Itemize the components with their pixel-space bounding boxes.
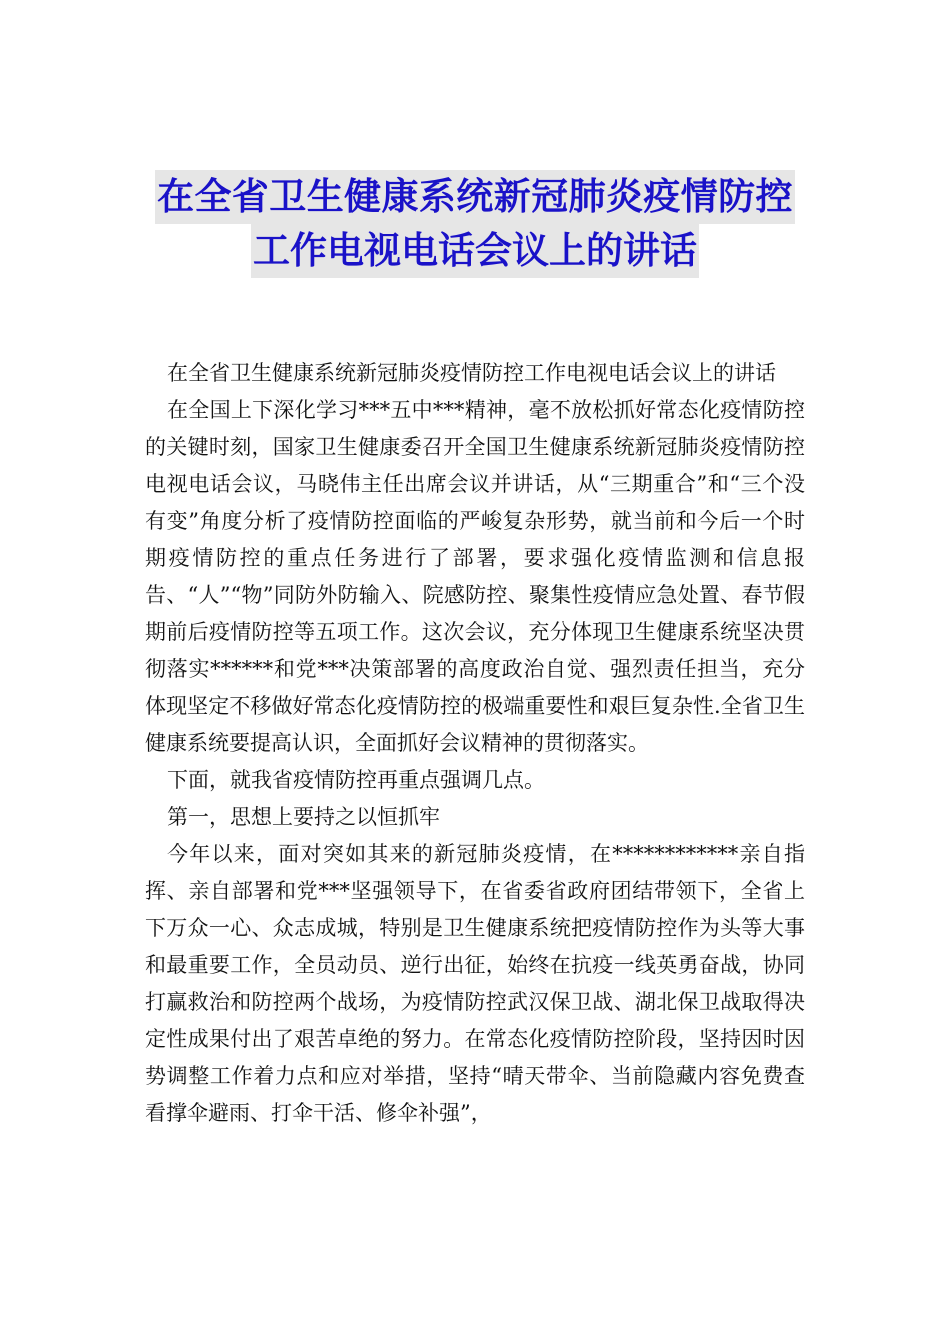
paragraph-first-section: 今年以来，面对突如其来的新冠肺炎疫情，在************亲自指挥、亲自部署和党***坚强领导下，在省委省政府团结带领下，全省上下万众一心、众志成城，特别是卫生健康系统把疫情防控作为头等大事和最重要工作，全员动员、逆行出征，始终在抗疫一线英勇奋战，协同打赢救治和防控两个战场，为疫情防控武汉保卫战、湖北保卫战取得决定性成果付出了艰苦卓绝的努力。在常态化疫情防控阶段，坚持因时因势调整工作着力点和应对举措，坚持“晴天带伞、当前隐藏内容免费查看撑伞避雨、打伞干活、修伞补强”， <box>145 842 805 1125</box>
paragraph-intro: 在全国上下深化学习***五中***精神，毫不放松抓好常态化疫情防控的关键时刻，国家卫生健康委召开全国卫生健康系统新冠肺炎疫情防控电视电话会议，马晓伟主任出席会议并讲话，从“三期重合”和“三个没有变”角度分析了疫情防控面临的严峻复杂形势，就当前和今后一个时期疫情防控的重点任务进行了部署，要求强化疫情监测和信息报告、“人”“物”同防外防输入、院感防控、聚集性疫情应急处置、春节假期前后疫情防控等五项工作。这次会议，充分体现卫生健康系统坚决贯彻落实******和党***决策部署的高度政治自觉、强烈责任担当，充分体现坚定不移做好常态化疫情防控的极端重要性和艰巨复杂性.全省卫生健康系统要提高认识，全面抓好会议精神的贯彻落实。 <box>145 398 805 755</box>
paragraph-heading-repeat: 在全省卫生健康系统新冠肺炎疫情防控工作电视电话会议上的讲话 <box>167 361 776 385</box>
section-heading-first: 第一，思想上要持之以恒抓牢 <box>167 805 440 829</box>
title-line-2: 工作电视电话会议上的讲话 <box>251 224 699 278</box>
paragraph-transition: 下面，就我省疫情防控再重点强调几点。 <box>167 768 545 792</box>
title-line-1: 在全省卫生健康系统新冠肺炎疫情防控 <box>155 170 795 224</box>
document-body <box>145 355 805 1132</box>
document-title <box>0 170 950 278</box>
